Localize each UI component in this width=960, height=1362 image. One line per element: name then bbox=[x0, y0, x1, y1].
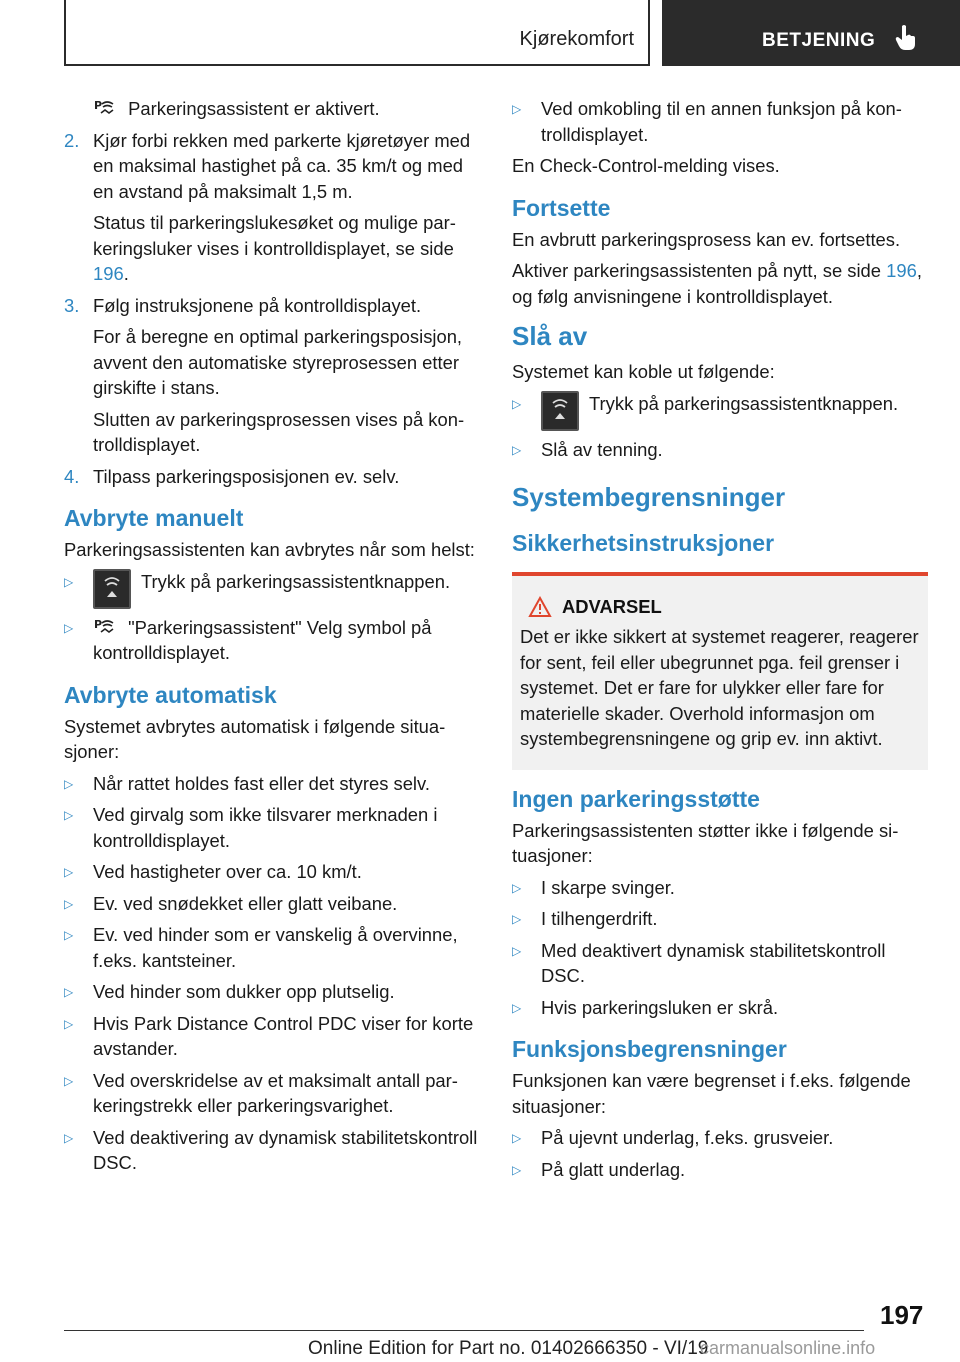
list-item: ▷ På ujevnt underlag, f.eks. grusveier. bbox=[512, 1125, 928, 1151]
parking-assistant-icon bbox=[93, 617, 117, 637]
hand-pointer-icon bbox=[894, 24, 918, 52]
manual-item-symbol bbox=[64, 615, 478, 666]
triangle-bullet-icon: ▷ bbox=[64, 1073, 74, 1088]
detail-text-end: . bbox=[123, 263, 129, 284]
list-item: ▷ Ev. ved snødekket eller glatt veibane. bbox=[64, 891, 478, 917]
triangle-bullet-icon: ▷ bbox=[512, 912, 522, 926]
page-link-196[interactable]: 196 bbox=[93, 263, 124, 284]
heading-continue: Fortsette bbox=[512, 194, 611, 221]
list-item: ▷ Når rattet holdes fast eller det styres selv. bbox=[64, 771, 478, 797]
continue-text-2: Aktiver parkeringsassistenten på nytt, se side 196, og følg anvisningene i kontrolldisplayet. bbox=[512, 260, 922, 307]
header-chapter-label: BETJENING bbox=[762, 30, 876, 51]
step-number: 2. bbox=[64, 129, 80, 151]
triangle-bullet-icon: ▷ bbox=[64, 896, 74, 911]
triangle-bullet-icon: ▷ bbox=[64, 865, 74, 879]
list-item: ▷ Ved deaktivering av dynamisk stabilitetskontroll DSC. bbox=[64, 1126, 478, 1173]
switch-off-item-button: ▷ Trykk på parkeringsassistentknappen. bbox=[512, 391, 928, 431]
triangle-bullet-icon: ▷ bbox=[512, 1162, 522, 1177]
triangle-bullet-icon: ▷ bbox=[512, 1000, 522, 1015]
step-text: Følg instruksjonene på kontrolldisplayet. bbox=[93, 294, 422, 316]
step-text: Kjør forbi rekken med parkerte kjøretøyer med en maksimal hastighet på ca. 35 km/t og med en avstand på maksimalt 1,5 m. bbox=[93, 129, 471, 202]
step-4 bbox=[64, 464, 478, 490]
triangle-bullet-icon: ▷ bbox=[512, 396, 522, 411]
continue-text-1: En avbrutt parkeringsprosess kan ev. fortsettes. bbox=[512, 228, 901, 250]
switch-off-intro: Systemet kan koble ut følgende: bbox=[512, 361, 775, 382]
step-number: 4. bbox=[64, 465, 80, 487]
triangle-bullet-icon: ▷ bbox=[512, 102, 522, 116]
svg-text:P: P bbox=[94, 617, 103, 631]
heading-safety: Sikkerhetsinstruksjoner bbox=[512, 530, 775, 556]
function-limits-intro: Funksjonen kan være begrenset i f.eks. følgende situasjoner: bbox=[512, 1070, 911, 1117]
left-column bbox=[64, 96, 478, 1182]
list-item: ▷ Slå av tenning. bbox=[512, 437, 928, 463]
heading-manual-cancel: Avbryte manuelt bbox=[64, 505, 244, 531]
auto-list bbox=[64, 771, 478, 1176]
list-item: ▷ Ev. ved hinder som er vanskelig å overvinne, f.eks. kantsteiner. bbox=[64, 924, 458, 971]
list-item: ▷ Ved hastigheter over ca. 10 km/t. bbox=[64, 859, 478, 885]
triangle-bullet-icon: ▷ bbox=[64, 1130, 74, 1145]
step-number: 3. bbox=[64, 294, 80, 316]
triangle-bullet-icon: ▷ bbox=[512, 943, 522, 958]
auto-intro: Systemet avbrytes automatisk i følgende situasjoner: bbox=[64, 715, 446, 762]
right-column bbox=[512, 96, 928, 1188]
warning-title: ADVARSEL bbox=[520, 596, 920, 618]
warning-text: Det er ikke sikkert at systemet reagerer, reagerer for sent, feil eller ubegrunnet pga. feil grenser i systemet. Det er fare for ulykker eller fare for materielle skader. Overhold informasjon om systembegrensningene og grip ev. inn aktivt. bbox=[520, 626, 919, 749]
no-support-intro: Parkeringsassistenten støtter ikke i følgende situasjoner: bbox=[512, 819, 899, 866]
parking-assistant-button-icon bbox=[541, 391, 579, 431]
list-item: ▷ Ved hinder som dukker opp plutselig. bbox=[64, 979, 478, 1005]
list-item: ▷ Hvis parkeringsluken er skrå. bbox=[512, 995, 928, 1021]
heading-function-limits: Funksjonsbegrensninger bbox=[512, 1036, 787, 1062]
manual-item-text: Trykk på parkeringsassistentknappen. bbox=[141, 570, 451, 592]
status-text: Parkeringsassistent er aktivert. bbox=[128, 98, 380, 119]
triangle-bullet-icon: ▷ bbox=[64, 620, 74, 635]
triangle-bullet-icon: ▷ bbox=[64, 808, 74, 822]
triangle-bullet-icon: ▷ bbox=[64, 928, 74, 942]
step-3-detail-2: Slutten av parkeringsprosessen vises på kontrolldisplayet. bbox=[93, 408, 465, 455]
step-2 bbox=[64, 128, 478, 205]
parking-assistant-button-icon bbox=[93, 569, 131, 609]
detail-text: Status til parkeringslukesøket og mulige parkeringsluker vises i kontrolldisplayet, se side bbox=[93, 212, 456, 259]
heading-no-support: Ingen parkeringsstøtte bbox=[512, 785, 760, 812]
list-item: ▷ På glatt underlag. bbox=[512, 1157, 928, 1183]
header-chapter-tab[interactable] bbox=[662, 0, 960, 66]
step-3 bbox=[64, 293, 478, 319]
triangle-bullet-icon: ▷ bbox=[64, 574, 74, 589]
step-text: Tilpass parkeringsposisjonen ev. selv. bbox=[93, 465, 400, 487]
watermark: carmanualsonline.info bbox=[700, 1338, 876, 1358]
status-line bbox=[64, 96, 478, 122]
warning-box bbox=[512, 572, 928, 770]
manual-item-text: "Parkeringsassistent" Velg symbol på kontrolldisplayet. bbox=[93, 616, 432, 663]
footer-divider bbox=[64, 1330, 864, 1331]
step-3-detail-1: For å beregne en optimal parkeringsposisjon, avvent den automatiske styreprosessen etter girskifte i stans. bbox=[93, 326, 463, 398]
triangle-bullet-icon: ▷ bbox=[64, 1016, 74, 1031]
heading-system-limits: Systembegrensninger bbox=[512, 482, 786, 512]
no-support-list bbox=[512, 875, 928, 1021]
triangle-bullet-icon: ▷ bbox=[512, 880, 522, 895]
header-section-box bbox=[64, 0, 650, 66]
check-control-message: En Check-Control-melding vises. bbox=[512, 155, 780, 176]
triangle-bullet-icon: ▷ bbox=[512, 442, 522, 457]
heading-auto-cancel: Avbryte automatisk bbox=[64, 681, 277, 708]
header-section-title: Kjørekomfort bbox=[519, 28, 634, 50]
list-item: ▷ I tilhengerdrift. bbox=[512, 906, 928, 932]
page-number: 197 bbox=[880, 1300, 924, 1330]
step-2-detail bbox=[64, 210, 478, 287]
page-link-196[interactable]: 196 bbox=[886, 260, 917, 281]
footer-edition: Online Edition for Part no. 01402666350 - VI/19 bbox=[308, 1338, 709, 1359]
list-item: ▷ Ved girvalg som ikke tilsvarer merknaden i kontrolldisplayet. bbox=[64, 804, 438, 851]
manual-item-button bbox=[64, 569, 478, 609]
list-item: ▷ Ved overskridelse av et maksimalt antall parkeringstrekk eller parkeringsvarighet. bbox=[64, 1069, 458, 1116]
triangle-bullet-icon: ▷ bbox=[64, 776, 74, 791]
list-item: ▷ Ved omkobling til en annen funksjon på kontrolldisplayet. bbox=[512, 98, 902, 145]
triangle-bullet-icon: ▷ bbox=[512, 1131, 522, 1145]
list-item: ▷ Hvis Park Distance Control PDC viser for korte avstander. bbox=[64, 1012, 474, 1059]
list-item: ▷ I skarpe svinger. bbox=[512, 875, 928, 901]
parking-assistant-icon bbox=[93, 98, 117, 118]
function-limits-list bbox=[512, 1125, 928, 1182]
triangle-bullet-icon: ▷ bbox=[64, 985, 74, 999]
manual-intro: Parkeringsassistenten kan avbrytes når som helst: bbox=[64, 539, 475, 560]
heading-switch-off: Slå av bbox=[512, 321, 588, 351]
list-item: ▷ Med deaktivert dynamisk stabilitetskontroll DSC. bbox=[512, 939, 886, 986]
warning-triangle-icon bbox=[528, 596, 552, 618]
svg-text:P: P bbox=[94, 99, 103, 112]
